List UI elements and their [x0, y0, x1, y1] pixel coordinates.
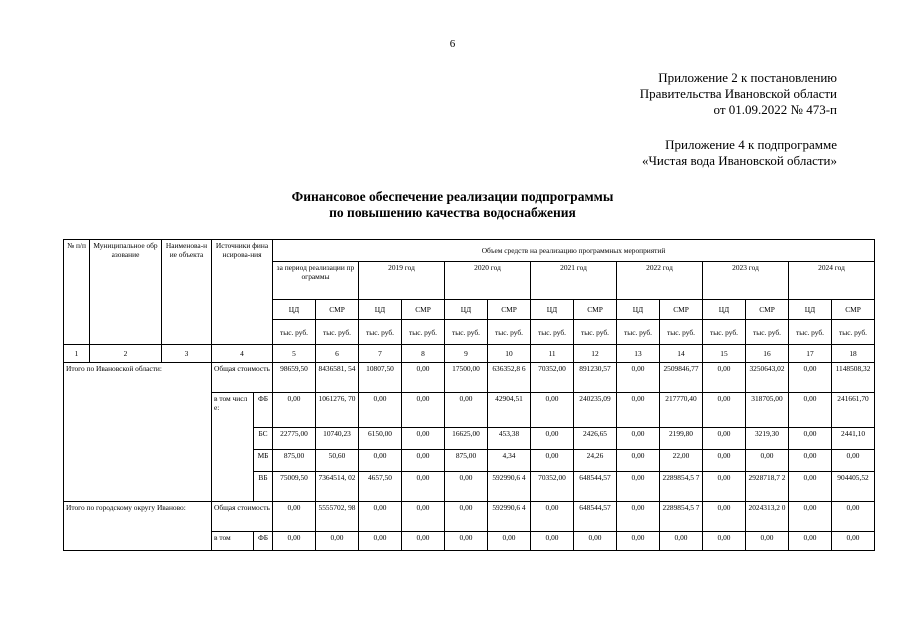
- value-cell: 0,00: [402, 532, 445, 551]
- sub-header: ЦД: [531, 300, 574, 320]
- unit-cell: тыс. руб.: [832, 320, 875, 345]
- source-cell: ФБ: [254, 393, 273, 428]
- value-cell: 0,00: [746, 532, 789, 551]
- value-cell: 0,00: [703, 532, 746, 551]
- value-cell: 0,00: [402, 393, 445, 428]
- value-cell: 217770,40: [660, 393, 703, 428]
- value-cell: 592990,6 4: [488, 502, 531, 532]
- value-cell: 0,00: [273, 532, 316, 551]
- unit-cell: тыс. руб.: [445, 320, 488, 345]
- value-cell: 22775,00: [273, 428, 316, 450]
- value-cell: 0,00: [617, 532, 660, 551]
- page-number: 6: [449, 38, 456, 50]
- value-cell: 8436581, 54: [316, 363, 359, 393]
- document-title: [0, 189, 905, 221]
- value-cell: 17500,00: [445, 363, 488, 393]
- column-number: 8: [402, 345, 445, 363]
- value-cell: 0,00: [832, 450, 875, 472]
- title-line: Финансовое обеспечение реализации подпрограммы: [291, 189, 614, 204]
- period-header: 2019 год: [359, 262, 445, 300]
- value-cell: 241661,70: [832, 393, 875, 428]
- unit-cell: тыс. руб.: [531, 320, 574, 345]
- value-cell: 0,00: [445, 393, 488, 428]
- value-cell: 0,00: [789, 450, 832, 472]
- value-cell: 0,00: [359, 393, 402, 428]
- column-number: 18: [832, 345, 875, 363]
- value-cell: 592990,6 4: [488, 472, 531, 502]
- sub-header: СМР: [832, 300, 875, 320]
- value-cell: 318705,00: [746, 393, 789, 428]
- value-cell: 0,00: [359, 532, 402, 551]
- value-cell: 0,00: [660, 532, 703, 551]
- column-number: 15: [703, 345, 746, 363]
- sub-header: СМР: [316, 300, 359, 320]
- value-cell: 70352,00: [531, 363, 574, 393]
- column-number: 1: [64, 345, 90, 363]
- value-cell: 636352,8 6: [488, 363, 531, 393]
- group-label: Итого по Ивановской области:: [64, 363, 212, 502]
- value-cell: 648544,57: [574, 502, 617, 532]
- column-number: 7: [359, 345, 402, 363]
- column-number: 17: [789, 345, 832, 363]
- financing-table: [63, 239, 875, 551]
- column-number: 16: [746, 345, 789, 363]
- value-cell: 0,00: [617, 393, 660, 428]
- value-cell: 0,00: [746, 450, 789, 472]
- table-header: [64, 240, 875, 363]
- column-number: 5: [273, 345, 316, 363]
- appendix-to-resolution: [640, 70, 837, 118]
- appendix-to-subprogram: [642, 137, 837, 169]
- value-cell: 0,00: [617, 428, 660, 450]
- value-cell: 0,00: [445, 502, 488, 532]
- value-cell: 16625,00: [445, 428, 488, 450]
- value-cell: 3219,30: [746, 428, 789, 450]
- value-cell: 0,00: [617, 450, 660, 472]
- appendix-line: Правительства Ивановской области: [639, 86, 837, 101]
- value-cell: 0,00: [832, 502, 875, 532]
- appendix-line: Приложение 2 к постановлению: [658, 70, 837, 85]
- value-cell: 2289854,5 7: [660, 472, 703, 502]
- value-cell: 2509846,77: [660, 363, 703, 393]
- value-cell: 2024313,2 0: [746, 502, 789, 532]
- header-municipality: Муниципальное образование: [90, 240, 162, 345]
- value-cell: 648544,57: [574, 472, 617, 502]
- group-label: Итого по городскому округу Иваново:: [64, 502, 212, 551]
- value-cell: 240235,09: [574, 393, 617, 428]
- source-cell: ВБ: [254, 472, 273, 502]
- value-cell: 0,00: [445, 472, 488, 502]
- value-cell: 875,00: [273, 450, 316, 472]
- value-cell: 0,00: [402, 502, 445, 532]
- unit-cell: тыс. руб.: [617, 320, 660, 345]
- value-cell: 75009,50: [273, 472, 316, 502]
- value-cell: 0,00: [703, 450, 746, 472]
- value-cell: 875,00: [445, 450, 488, 472]
- unit-cell: тыс. руб.: [273, 320, 316, 345]
- value-cell: 7364514, 02: [316, 472, 359, 502]
- value-cell: 0,00: [789, 472, 832, 502]
- value-cell: 50,60: [316, 450, 359, 472]
- value-cell: 4657,50: [359, 472, 402, 502]
- column-number: 14: [660, 345, 703, 363]
- value-cell: 0,00: [531, 428, 574, 450]
- value-cell: 0,00: [789, 393, 832, 428]
- value-cell: 5555702, 98: [316, 502, 359, 532]
- sub-header: ЦД: [445, 300, 488, 320]
- value-cell: 0,00: [703, 502, 746, 532]
- sub-header: СМР: [746, 300, 789, 320]
- header-num: № п/п: [64, 240, 90, 345]
- value-cell: 0,00: [703, 393, 746, 428]
- value-cell: 0,00: [531, 393, 574, 428]
- period-header: 2020 год: [445, 262, 531, 300]
- unit-cell: тыс. руб.: [703, 320, 746, 345]
- value-cell: 1061276, 70: [316, 393, 359, 428]
- value-cell: 0,00: [531, 532, 574, 551]
- value-cell: 0,00: [531, 502, 574, 532]
- value-cell: 0,00: [359, 450, 402, 472]
- unit-cell: тыс. руб.: [316, 320, 359, 345]
- value-cell: 70352,00: [531, 472, 574, 502]
- sub-header: ЦД: [617, 300, 660, 320]
- table-body: [64, 363, 875, 551]
- value-cell: 904405,52: [832, 472, 875, 502]
- column-number: 13: [617, 345, 660, 363]
- table-row: [64, 502, 875, 532]
- total-cost-label: Общая стоимость: [212, 363, 273, 393]
- value-cell: 98659,50: [273, 363, 316, 393]
- column-number: 6: [316, 345, 359, 363]
- value-cell: 0,00: [531, 450, 574, 472]
- value-cell: 0,00: [273, 393, 316, 428]
- source-cell: ФБ: [254, 532, 273, 551]
- value-cell: 42904,51: [488, 393, 531, 428]
- column-number: 9: [445, 345, 488, 363]
- value-cell: 0,00: [402, 428, 445, 450]
- value-cell: 2441,10: [832, 428, 875, 450]
- total-cost-label: Общая стоимость: [212, 502, 273, 532]
- value-cell: 10807,50: [359, 363, 402, 393]
- value-cell: 453,38: [488, 428, 531, 450]
- period-header: 2021 год: [531, 262, 617, 300]
- sub-header: ЦД: [703, 300, 746, 320]
- value-cell: 0,00: [617, 472, 660, 502]
- value-cell: 0,00: [402, 472, 445, 502]
- column-number: 2: [90, 345, 162, 363]
- value-cell: 0,00: [789, 502, 832, 532]
- source-cell: МБ: [254, 450, 273, 472]
- sub-header: СМР: [488, 300, 531, 320]
- value-cell: 0,00: [273, 502, 316, 532]
- sub-header: СМР: [660, 300, 703, 320]
- value-cell: 2426,65: [574, 428, 617, 450]
- unit-cell: тыс. руб.: [402, 320, 445, 345]
- period-header: за период реализации программы: [273, 262, 359, 300]
- appendix-line: Приложение 4 к подпрограмме: [665, 137, 837, 152]
- appendix-line: «Чистая вода Ивановской области»: [641, 153, 837, 168]
- value-cell: 0,00: [402, 363, 445, 393]
- value-cell: 0,00: [488, 532, 531, 551]
- column-number: 10: [488, 345, 531, 363]
- column-number: 11: [531, 345, 574, 363]
- value-cell: 4,34: [488, 450, 531, 472]
- sub-header: ЦД: [789, 300, 832, 320]
- value-cell: 0,00: [789, 363, 832, 393]
- value-cell: 2289854,5 7: [660, 502, 703, 532]
- value-cell: 0,00: [617, 363, 660, 393]
- column-number: 4: [212, 345, 273, 363]
- value-cell: 22,00: [660, 450, 703, 472]
- period-header: 2023 год: [703, 262, 789, 300]
- value-cell: 0,00: [789, 428, 832, 450]
- appendix-line: от 01.09.2022 № 473-п: [713, 102, 837, 117]
- value-cell: 0,00: [703, 472, 746, 502]
- value-cell: 0,00: [445, 532, 488, 551]
- including-label: в том числе:: [212, 393, 254, 502]
- sub-header: ЦД: [359, 300, 402, 320]
- value-cell: 0,00: [789, 532, 832, 551]
- unit-cell: тыс. руб.: [488, 320, 531, 345]
- value-cell: 2199,80: [660, 428, 703, 450]
- value-cell: 2928718,7 2: [746, 472, 789, 502]
- value-cell: 0,00: [703, 428, 746, 450]
- value-cell: 0,00: [402, 450, 445, 472]
- including-label: в том: [212, 532, 254, 551]
- header-sources: Источники финансирова-ния: [212, 240, 273, 345]
- value-cell: 1148508,32: [832, 363, 875, 393]
- sub-header: СМР: [402, 300, 445, 320]
- column-number: 12: [574, 345, 617, 363]
- unit-cell: тыс. руб.: [746, 320, 789, 345]
- column-number: 3: [162, 345, 212, 363]
- unit-cell: тыс. руб.: [574, 320, 617, 345]
- value-cell: 0,00: [832, 532, 875, 551]
- header-object: Наименова-ние объекта: [162, 240, 212, 345]
- table-row: [64, 363, 875, 393]
- value-cell: 0,00: [617, 502, 660, 532]
- unit-cell: тыс. руб.: [789, 320, 832, 345]
- value-cell: 3250643,02: [746, 363, 789, 393]
- title-line: по повышению качества водоснабжения: [329, 205, 576, 220]
- period-header: 2022 год: [617, 262, 703, 300]
- value-cell: 10740,23: [316, 428, 359, 450]
- value-cell: 0,00: [703, 363, 746, 393]
- value-cell: 6150,00: [359, 428, 402, 450]
- header-volume: Объем средств на реализацию программных мероприятий: [273, 240, 875, 262]
- sub-header: ЦД: [273, 300, 316, 320]
- value-cell: 0,00: [574, 532, 617, 551]
- source-cell: БС: [254, 428, 273, 450]
- value-cell: 0,00: [359, 502, 402, 532]
- sub-header: СМР: [574, 300, 617, 320]
- value-cell: 0,00: [316, 532, 359, 551]
- unit-cell: тыс. руб.: [660, 320, 703, 345]
- unit-cell: тыс. руб.: [359, 320, 402, 345]
- value-cell: 24,26: [574, 450, 617, 472]
- period-header: 2024 год: [789, 262, 875, 300]
- value-cell: 891230,57: [574, 363, 617, 393]
